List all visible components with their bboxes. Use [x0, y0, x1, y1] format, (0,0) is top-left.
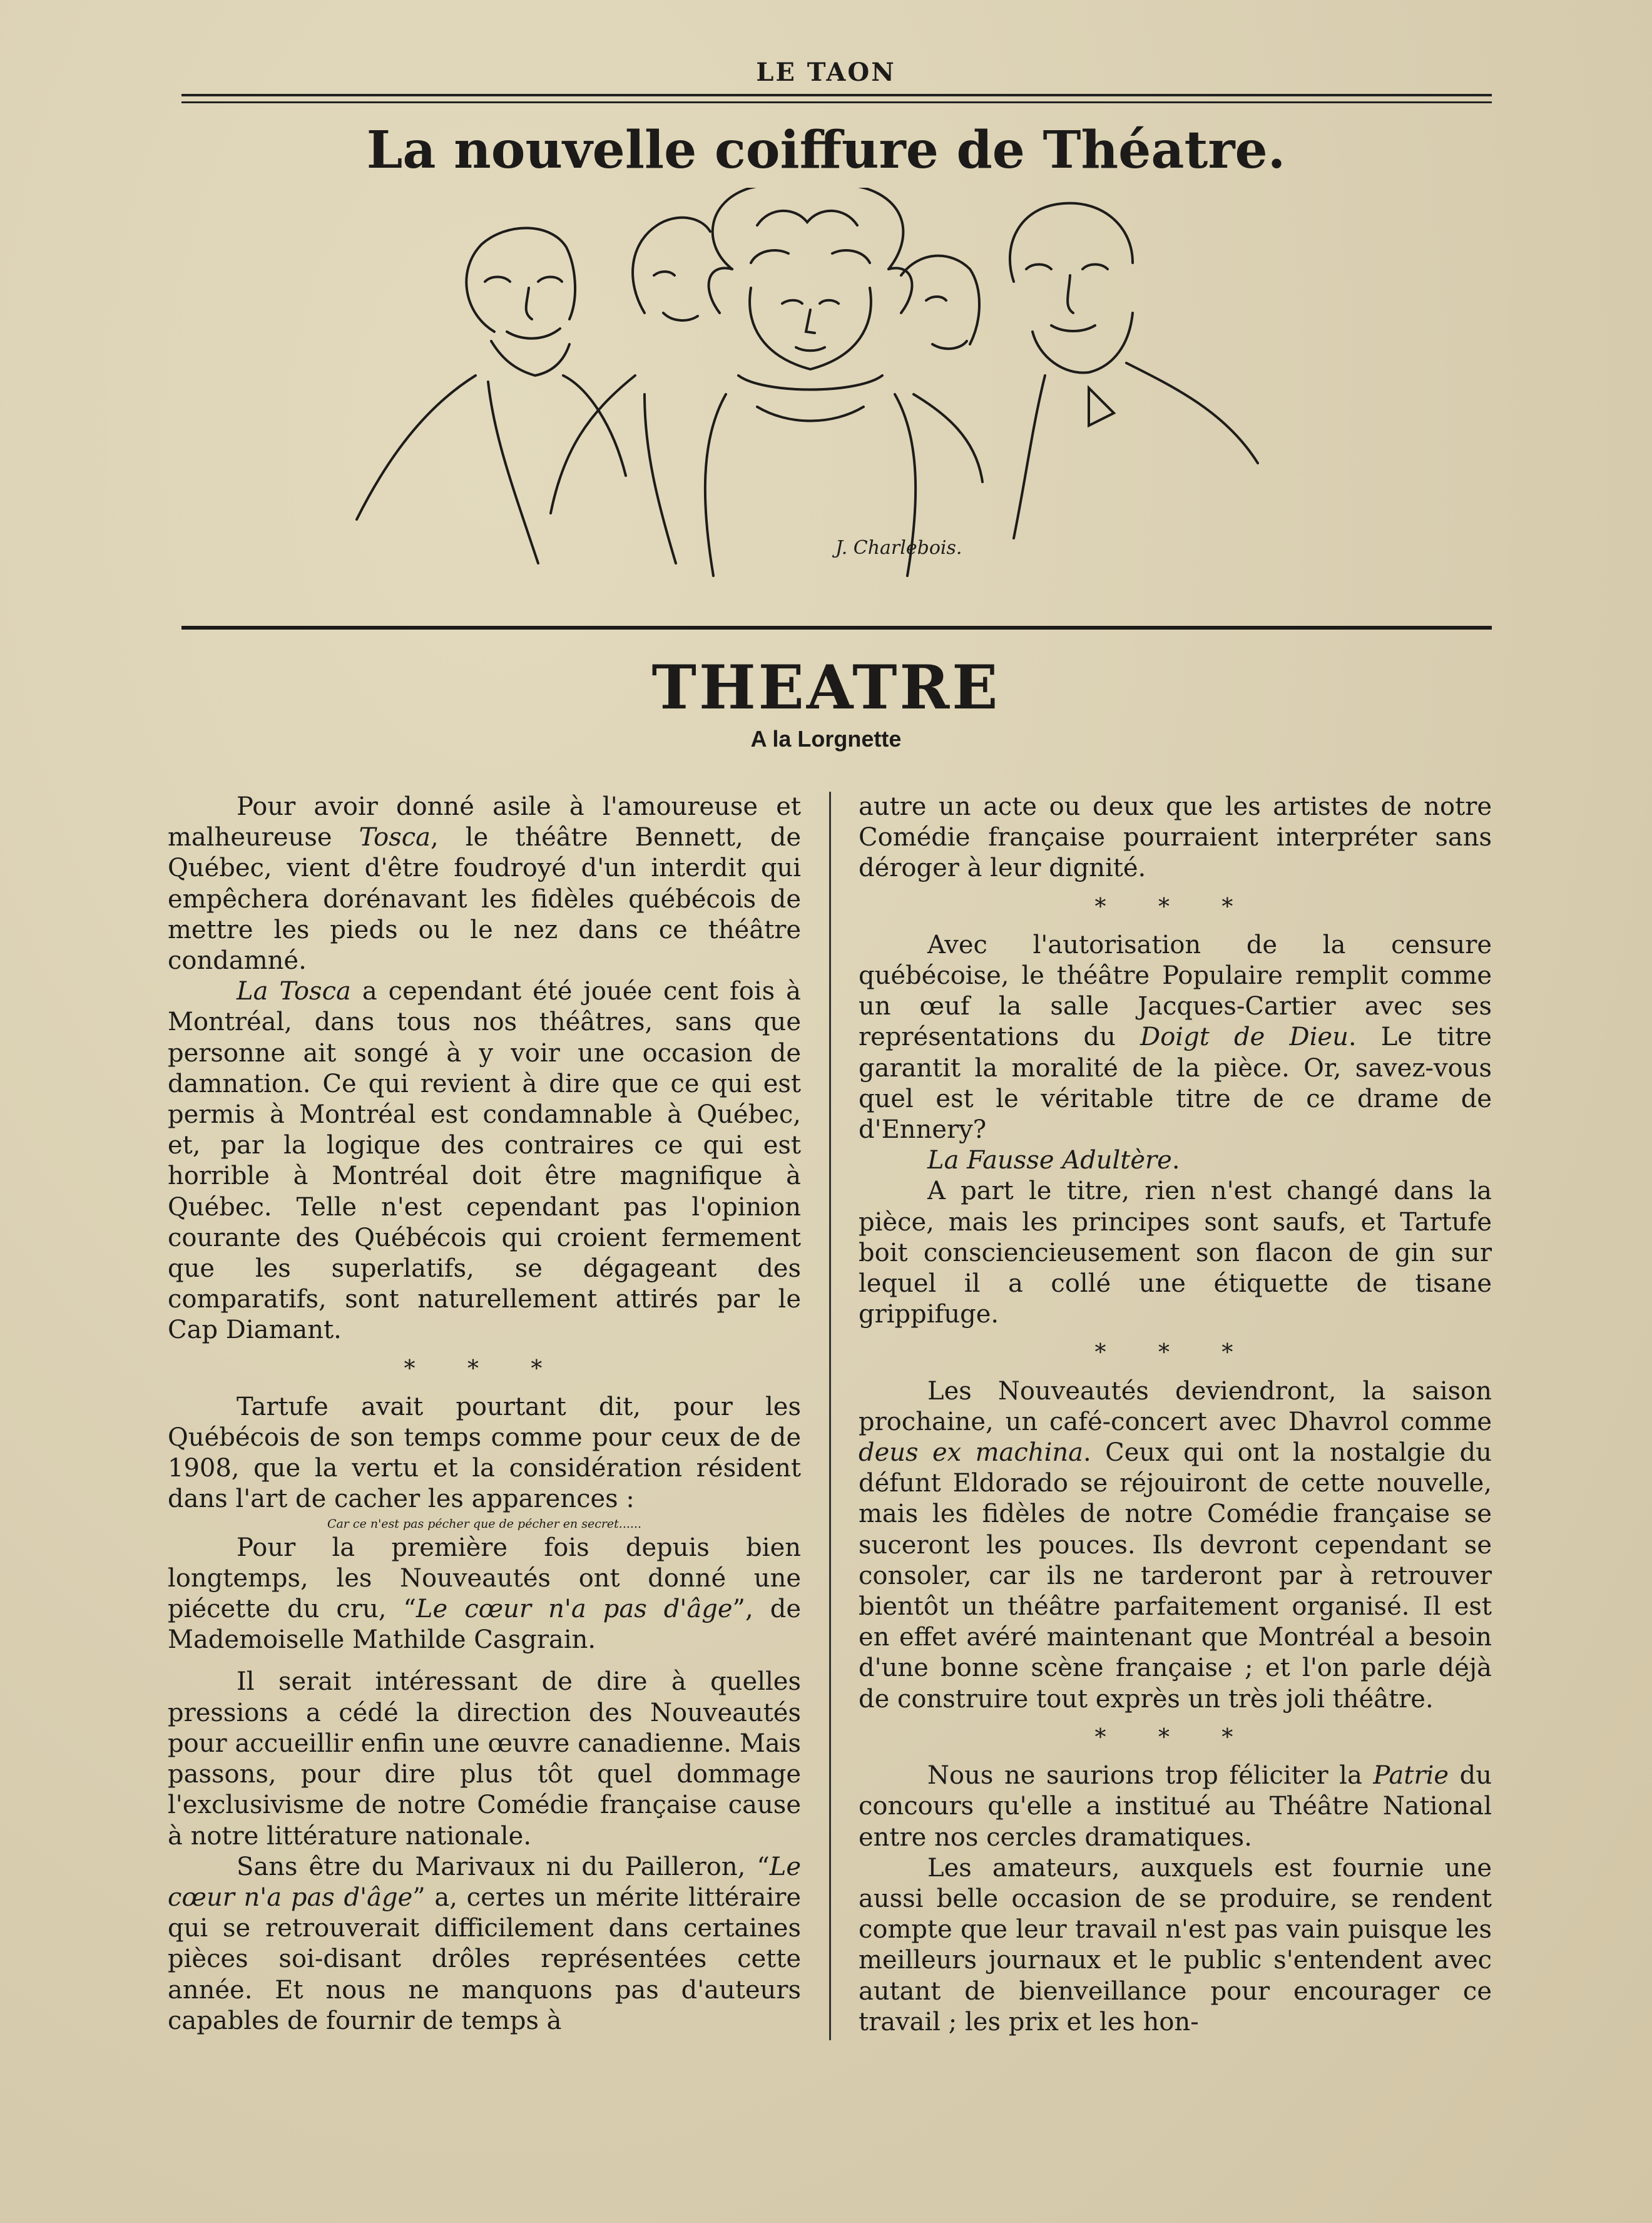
man-left-figure: [357, 228, 626, 563]
inline-quote: Car ce n'est pas pécher que de pécher en secret......: [327, 1516, 642, 1531]
section-separator: * * *: [1094, 894, 1256, 920]
section-title: THEATRE: [651, 652, 1001, 723]
man-right-figure: [1010, 203, 1258, 538]
section-separator: * * *: [1094, 1340, 1256, 1366]
right-column: [859, 792, 1492, 2038]
paragraph: A part le titre, rien n'est changé dans la pièce, mais les principes sont saufs, et Tartufe boit consciencieusement son flacon de gin sur lequel il a collé une étiquette de tisane grippifuge.: [859, 1177, 1492, 1329]
paragraph: Il serait intéressant de dire à quelles pressions a cédé la direction des Nouveautés pour accueillir enfin une œuvre canadienne. Mais passons, pour dire plus tôt quel dommage l'exclusivisme de notre Comédie française cause à notre littérature nationale.: [168, 1667, 801, 1851]
paragraph: La Fausse Adultère.: [927, 1146, 1180, 1175]
paragraph: Pour la première fois depuis bien longtemps, les Nouveautés ont donné une piécette du cru, “Le cœur n'a pas d'âge”, de Mademoiselle Mathilde Casgrain.: [168, 1533, 801, 1655]
paragraph: Nous ne saurions trop féliciter la Patrie du concours qu'elle a institué au Théâtre National entre nos cercles dramatiques.: [859, 1761, 1492, 1852]
paragraph: Les amateurs, auxquels est fournie une aussi belle occasion de se produire, se rendent compte que leur travail n'est pas vain puisque les meilleurs journaux et le public s'entendent avec autant de bienveillance pour encourager ce travail ; les prix et les hon-: [859, 1853, 1492, 2036]
paragraph: autre un acte ou deux que les artistes de notre Comédie française pourraient interpréter sans déroger à leur dignité.: [859, 792, 1492, 883]
running-header: LE TAON: [756, 58, 896, 87]
woman-center-figure: [705, 188, 915, 576]
paragraph: La Tosca a cependant été jouée cent fois à Montréal, dans tous nos théâtres, sans que personne ait songé à y voir une occasion de damnation. Ce qui revient à dire que ce qui est permis à Montréal est condamnable à Québec, et, par la logique des contraires ce qui est horrible à Montréal doit être magnifique à Québec. Telle n'est cependant pas l'opinion courante des Québécois qui croient fermement que les superlatifs, se dégageant des comparatifs, sont naturellement attirés par le Cap Diamant.: [168, 977, 801, 1345]
paragraph: Pour avoir donné asile à l'amoureuse et malheureuse Tosca, le théâtre Bennett, de Québec, vient d'être foudroyé d'un interdit qui empêchera dorénavant les fidèles québécois de mettre les pieds ou le nez dans ce théâtre condamné.: [168, 792, 802, 976]
section-rule: [181, 626, 1492, 630]
illustrator-signature: J. Charlebois.: [835, 537, 962, 559]
section-subtitle: A la Lorgnette: [750, 726, 902, 752]
header-rule-bottom: [181, 101, 1492, 103]
left-column: [168, 792, 801, 2036]
paragraph: Les Nouveautés deviendront, la saison prochaine, un café-concert avec Dhavrol comme deus ex machina. Ceux qui ont la nostalgie du défunt Eldorado se réjouiront de cette nouvelle, mais les fidèles de notre Comédie française se suceront les pouces. Ils devront cependant se consoler, car ils ne tarderont par à retrouver bientôt un théâtre parfaitement organisé. Il est en effet avéré maintenant que Montréal a besoin d'une bonne scène française ; et l'on parle déjà de construire tout exprès un très joli théâtre.: [859, 1376, 1492, 1714]
header-rule-top: [181, 94, 1492, 96]
section-separator: * * *: [404, 1356, 565, 1382]
paragraph: Tartufe avait pourtant dit, pour les Québécois de son temps comme pour ceux de de 1908, que la vertu et la considération résident dans l'art de cacher les apparences :: [168, 1392, 801, 1514]
column-divider: [829, 792, 831, 2040]
paragraph: Avec l'autorisation de la censure québécoise, le théâtre Populaire remplit comme un œuf la salle Jacques-Cartier avec ses représentations du Doigt de Dieu. Le titre garantit la moralité de la pièce. Or, savez-vous quel est le véritable titre de ce drame de d'Ennery?: [859, 930, 1492, 1145]
cartoon-caption-heading: La nouvelle coiffure de Théatre.: [366, 120, 1286, 180]
cartoon-illustration: [350, 188, 1327, 601]
paragraph: Sans être du Marivaux ni du Pailleron, “Le cœur n'a pas d'âge” a, certes un mérite littéraire qui se retrouverait difficilement dans certaines pièces soi-disant drôles représentées cette année. Et nous ne manquons pas d'auteurs capables de fournir de temps à: [168, 1852, 801, 2035]
section-separator: * * *: [1094, 1724, 1256, 1750]
